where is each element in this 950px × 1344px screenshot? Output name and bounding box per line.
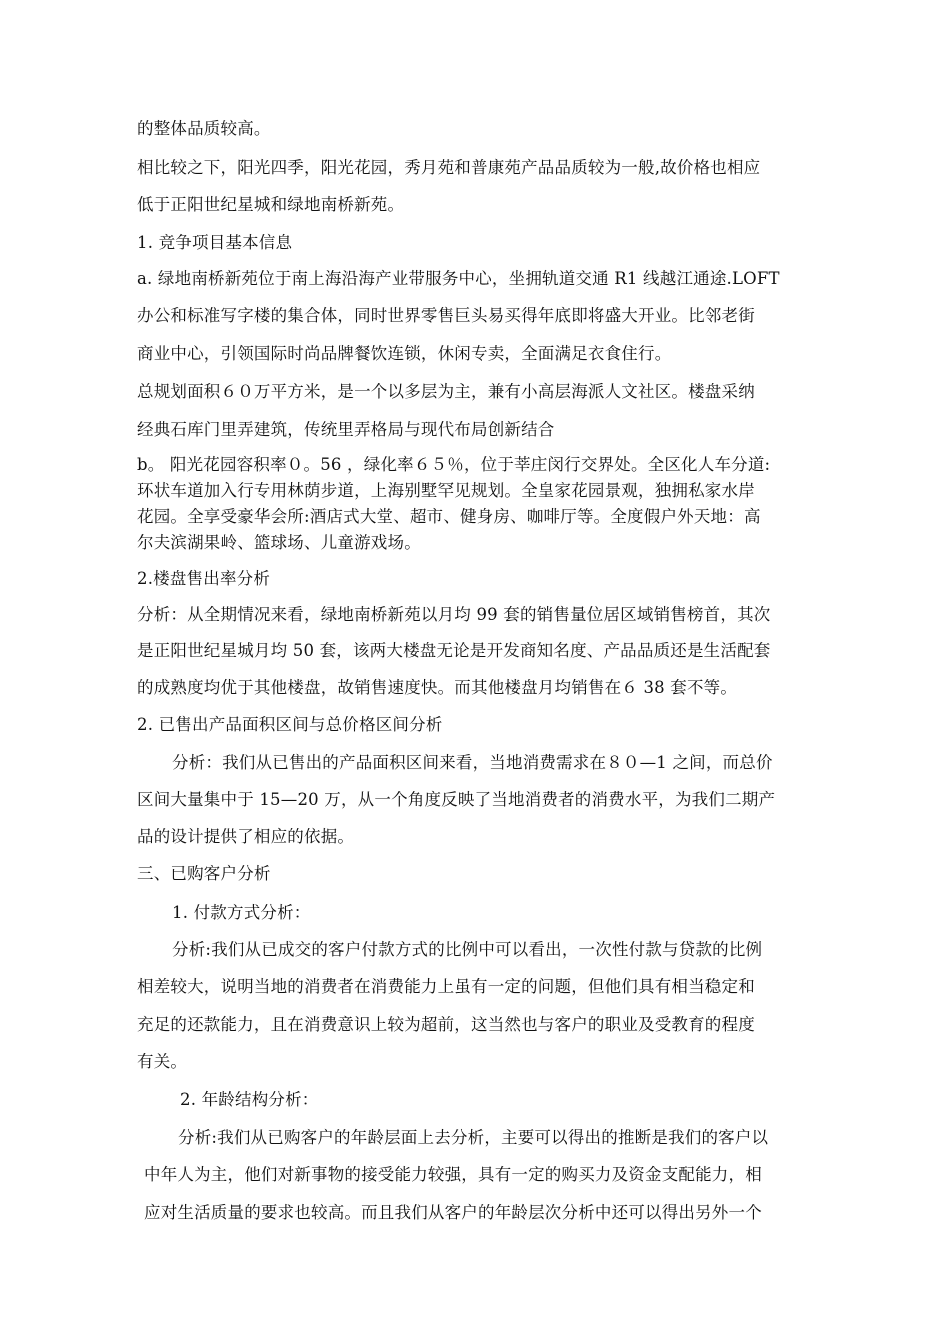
text-line: 应对生活质量的要求也较高。而且我们从客户的年龄层次分析中还可以得出另外一个 [144, 1203, 762, 1222]
text-line: 充足的还款能力，且在消费意识上较为超前，这当然也与客户的职业及受教育的程度 [137, 1015, 755, 1034]
text-line: 低于正阳世纪星城和绿地南桥新苑。 [137, 195, 405, 214]
text-line: 环状车道加入行专用林荫步道，上海别墅罕见规划。全皇家花园景观，独拥私家水岸 [137, 481, 755, 500]
section-heading: 1. 竞争项目基本信息 [137, 233, 293, 252]
text-line: 经典石库门里弄建筑，传统里弄格局与现代布局创新结合 [137, 420, 555, 439]
text-line: 的成熟度均优于其他楼盘，故销售速度快。而其他楼盘月均销售在６ 38 套不等。 [137, 678, 738, 697]
text-line: 相比较之下，阳光四季，阳光花园，秀月苑和普康苑产品品质较为一般,故价格也相应 [137, 158, 761, 177]
text-line: 相差较大，说明当地的消费者在消费能力上虽有一定的问题，但他们具有相当稳定和 [137, 977, 755, 996]
text-line: 有关。 [137, 1052, 188, 1071]
section-heading: 三、已购客户分析 [137, 864, 271, 883]
text-line: 分析：我们从已售出的产品面积区间来看，当地消费需求在８０—1 之间，而总价 [172, 753, 773, 772]
text-line: 商业中心，引领国际时尚品牌餐饮连锁，休闲专卖，全面满足衣食住行。 [137, 344, 672, 363]
text-line: 分析：从全期情况来看，绿地南桥新苑以月均 99 套的销售量位居区域销售榜首，其次 [137, 605, 771, 624]
text-line: 办公和标准写字楼的集合体，同时世界零售巨头易买得年底即将盛大开业。比邻老街 [137, 306, 755, 325]
text-line: 尔夫滨湖果岭、篮球场、儿童游戏场。 [137, 533, 421, 552]
text-line: 总规划面积６０万平方米，是一个以多层为主，兼有小高层海派人文社区。楼盘采纳 [137, 382, 755, 401]
section-heading: 2.楼盘售出率分析 [137, 569, 271, 588]
text-line: a. 绿地南桥新苑位于南上海沿海产业带服务中心，坐拥轨道交通 R1 线越江通途.LOFT [137, 269, 780, 288]
text-line: 品的设计提供了相应的依据。 [137, 827, 355, 846]
text-line: b。 阳光花园容积率０。56 ，绿化率６５％，位于莘庄闵行交界处。全区化人车分道: [137, 455, 771, 474]
text-line: 分析:我们从已成交的客户付款方式的比例中可以看出，一次性付款与贷款的比例 [172, 940, 763, 959]
text-line: 分析:我们从已购客户的年龄层面上去分析，主要可以得出的推断是我们的客户以 [178, 1128, 769, 1147]
text-line: 中年人为主，他们对新事物的接受能力较强，具有一定的购买力及资金支配能力，相 [144, 1165, 762, 1184]
section-heading: 2. 已售出产品面积区间与总价格区间分析 [137, 715, 443, 734]
text-line: 是正阳世纪星城月均 50 套，该两大楼盘无论是开发商知名度、产品品质还是生活配套 [137, 641, 771, 660]
text-line: 区间大量集中于 15—20 万，从一个角度反映了当地消费者的消费水平，为我们二期产 [137, 790, 776, 809]
text-line: 花园。全享受豪华会所:酒店式大堂、超市、健身房、咖啡厅等。全度假户外天地：高 [137, 507, 761, 526]
text-line: 的整体品质较高。 [137, 119, 271, 138]
section-heading: 2. 年龄结构分析： [180, 1090, 319, 1109]
section-heading: 1. 付款方式分析： [172, 903, 311, 922]
